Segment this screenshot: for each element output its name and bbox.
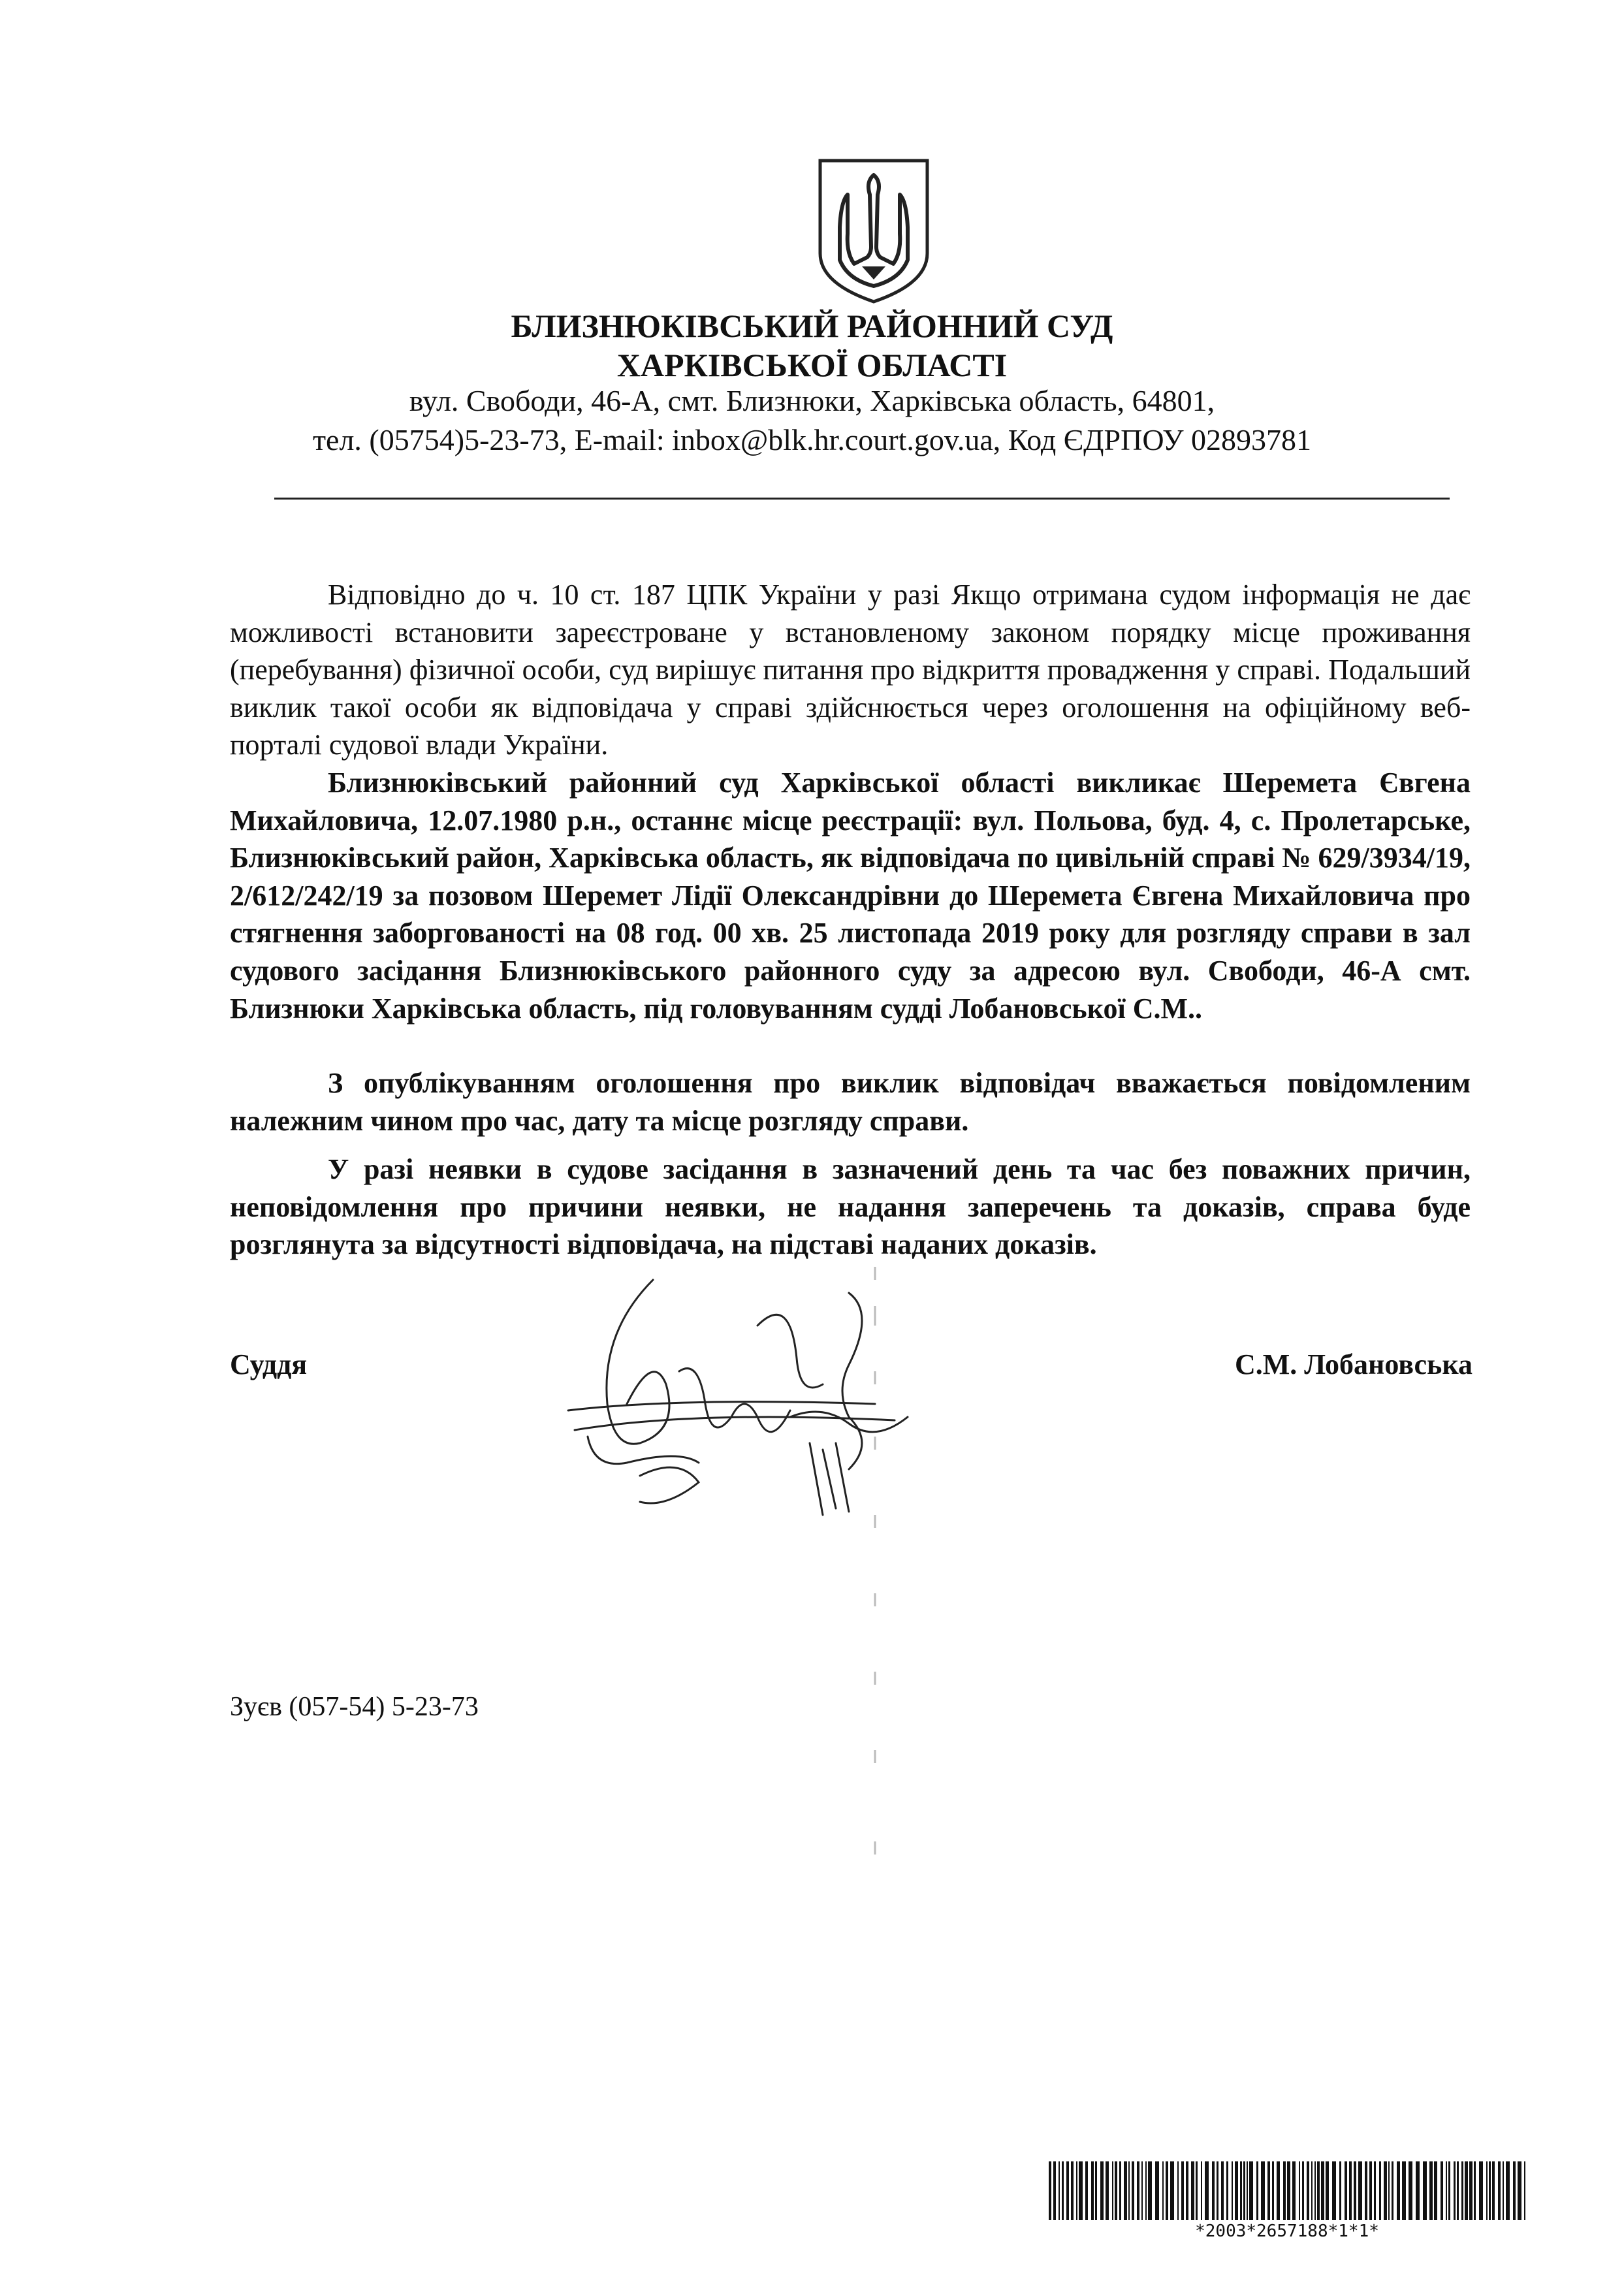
court-name-line1: БЛИЗНЮКІВСЬКИЙ РАЙОННИЙ СУД <box>511 308 1113 344</box>
paragraph-notification: З опублікуванням оголошення про виклик відповідач вважається повідомленим належним чином про час, дату та місце розгляду справи. <box>230 1067 1471 1137</box>
judge-label: Суддя <box>230 1348 308 1380</box>
handwritten-signature <box>483 1254 979 1567</box>
barcode <box>1049 2161 1525 2220</box>
paragraph-consequences: У разі неявки в судове засідання в зазначений день та час без поважних причин, неповідомлення про причини неявки, не надання заперечень та доказів, справа буде розглянута за відсутності відповідача, на підставі наданих доказів. <box>230 1153 1471 1261</box>
paragraph-legal-basis: Відповідно до ч. 10 ст. 187 ЦПК України у разі Якщо отримана судом інформація не дає можливості встановити зареєстроване у встановленому законом порядку місце проживання (перебування) фізичної особи, суд вирішує питання про відкриття провадження у справі. Подальший виклик такої особи як відповідача у справі здійснюється через оголошення на офіційному веб-порталі судової влади України. <box>230 579 1471 761</box>
court-name-line2: ХАРКІВСЬКОЇ ОБЛАСТІ <box>616 347 1008 383</box>
header-divider <box>274 498 1450 500</box>
executor-contact: Зуєв (057-54) 5-23-73 <box>230 1692 479 1722</box>
judge-name: С.М. Лобановська <box>1234 1348 1473 1380</box>
court-contacts: тел. (05754)5-23-73, E-mail: inbox@blk.hr.court.gov.ua, Код ЄДРПОУ 02893781 <box>312 423 1312 456</box>
barcode-text: *2003*2657188*1*1* <box>1195 2221 1379 2241</box>
paragraph-summons: Близнюківський районний суд Харківської області викликає Шеремета Євгена Михайловича, 12.07.1980 р.н., останнє місце реєстрації: вул. Польова, буд. 4, с. Пролетарське, Близнюківський район, Харківська область, як відповідача по цивільній справі № 629/3934/19, 2/612/242/19 за позовом Шеремет Лідії Олександрівни до Шеремета Євгена Михайловича про стягнення заборгованості на 08 год. 00 хв. 25 листопада 2019 року для розгляду справи в зал судового засідання Близнюківського районного суду за адресою вул. Свободи, 46-А смт. Близнюки Харківська область, під головуванням судді Лобановської С.М.. <box>230 767 1471 1025</box>
court-address: вул. Свободи, 46-А, смт. Близнюки, Харківська область, 64801, <box>409 384 1215 417</box>
trident-icon <box>815 155 932 306</box>
scan-margin-marks <box>855 1267 895 1920</box>
